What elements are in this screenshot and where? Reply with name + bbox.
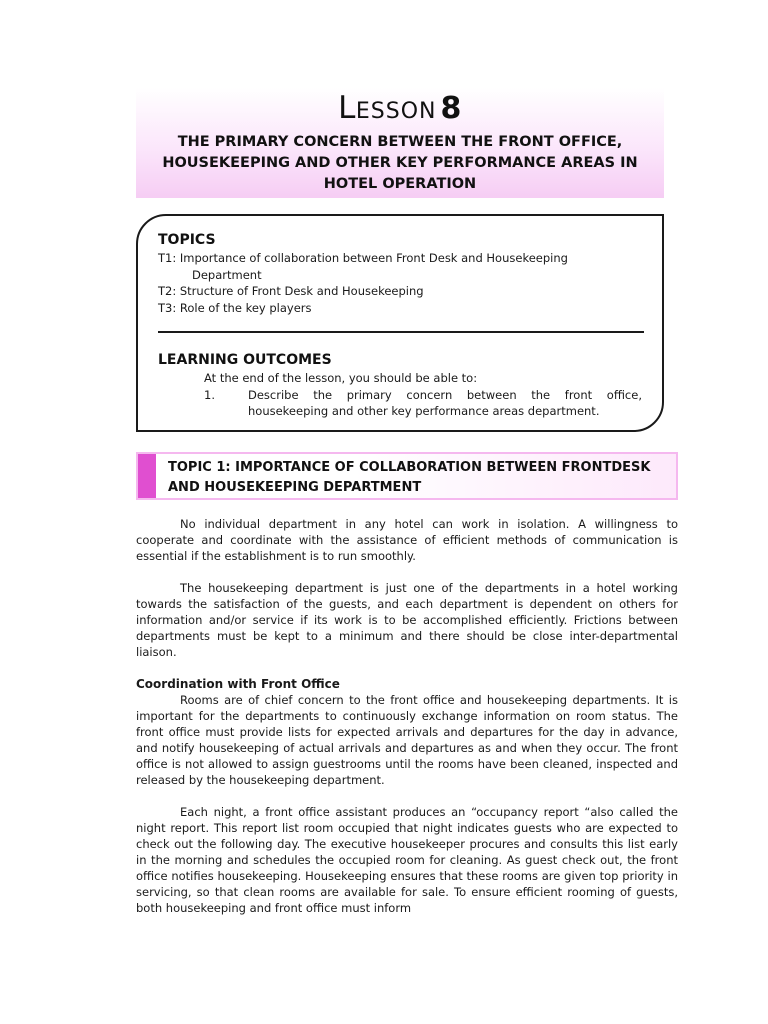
outcomes-intro: At the end of the lesson, you should be able to: xyxy=(204,371,478,385)
lesson-title-cap: L xyxy=(338,90,356,126)
topics-box xyxy=(136,214,664,432)
topic-t2: T2: Structure of Front Desk and Housekeeping xyxy=(158,284,424,298)
topic1-banner-text: TOPIC 1: IMPORTANCE OF COLLABORATION BETWEEN FRONTDESK AND HOUSEKEEPING DEPARTMENT xyxy=(168,460,651,495)
document-page xyxy=(136,88,678,915)
lesson-header xyxy=(136,88,664,198)
outcomes-heading: LEARNING OUTCOMES xyxy=(158,352,332,368)
topic1-banner xyxy=(136,452,678,500)
lesson-number: 8 xyxy=(440,91,462,126)
topic-t1-continued: Department xyxy=(192,267,262,282)
body-content xyxy=(136,516,678,932)
subheading-coordination: Coordination with Front Office xyxy=(136,677,340,691)
paragraph-4: Each night, a front office assistant produces an “occupancy report “also called the night report. This report list room occupied that night indicates guests who are expected to check out the following day. The executive housekeeper procures and consults this list early in the morning and schedules the occupied room for cleaning. As guest check out, the front office notifies housekeeping. Housekeeping ensures that these rooms are given top priority in servicing, so that clean rooms are available for sale. To ensure efficient rooming of guests, both housekeeping and front office must inform xyxy=(136,805,678,915)
lesson-subtitle: THE PRIMARY CONCERN BETWEEN THE FRONT OFFICE, HOUSEKEEPING AND OTHER KEY PERFORMANCE AREAS IN HOTEL OPERATION xyxy=(162,134,638,192)
topics-heading: TOPICS xyxy=(158,232,216,248)
topic-t1: T1: Importance of collaboration between Front Desk and Housekeeping xyxy=(158,251,568,265)
banner-accent-bar xyxy=(138,454,156,498)
outcome-number: 1. xyxy=(204,387,215,402)
topics-divider xyxy=(158,331,644,333)
outcome-text: Describe the primary concern between the front office, housekeeping and other key performance areas department. xyxy=(248,387,642,418)
paragraph-3: Rooms are of chief concern to the front office and housekeeping departments. It is important for the departments to continuously exchange information on room status. The front office must provide lists for expected arrivals and departures for the day in advance, and notify housekeeping of actual arrivals and departures as and when they occur. The front office is not allowed to assign guestrooms until the rooms have been cleaned, inspected and released by the housekeeping department. xyxy=(136,693,678,787)
lesson-title xyxy=(136,90,664,130)
outcome-item xyxy=(158,387,642,420)
paragraph-1: No individual department in any hotel can work in isolation. A willingness to cooperate and coordinate with the assistance of efficient methods of communication is essential if the establishment is to run smoothly. xyxy=(136,517,678,563)
lesson-title-rest: ESSON xyxy=(355,99,437,124)
topic-t3: T3: Role of the key players xyxy=(158,300,312,315)
paragraph-2: The housekeeping department is just one of the departments in a hotel working towards the satisfaction of the guests, and each department is dependent on others for information and/or service if its work is to be accomplished efficiently. Frictions between departments must be kept to a minimum and there should be close inter-departmental liaison. xyxy=(136,581,678,659)
